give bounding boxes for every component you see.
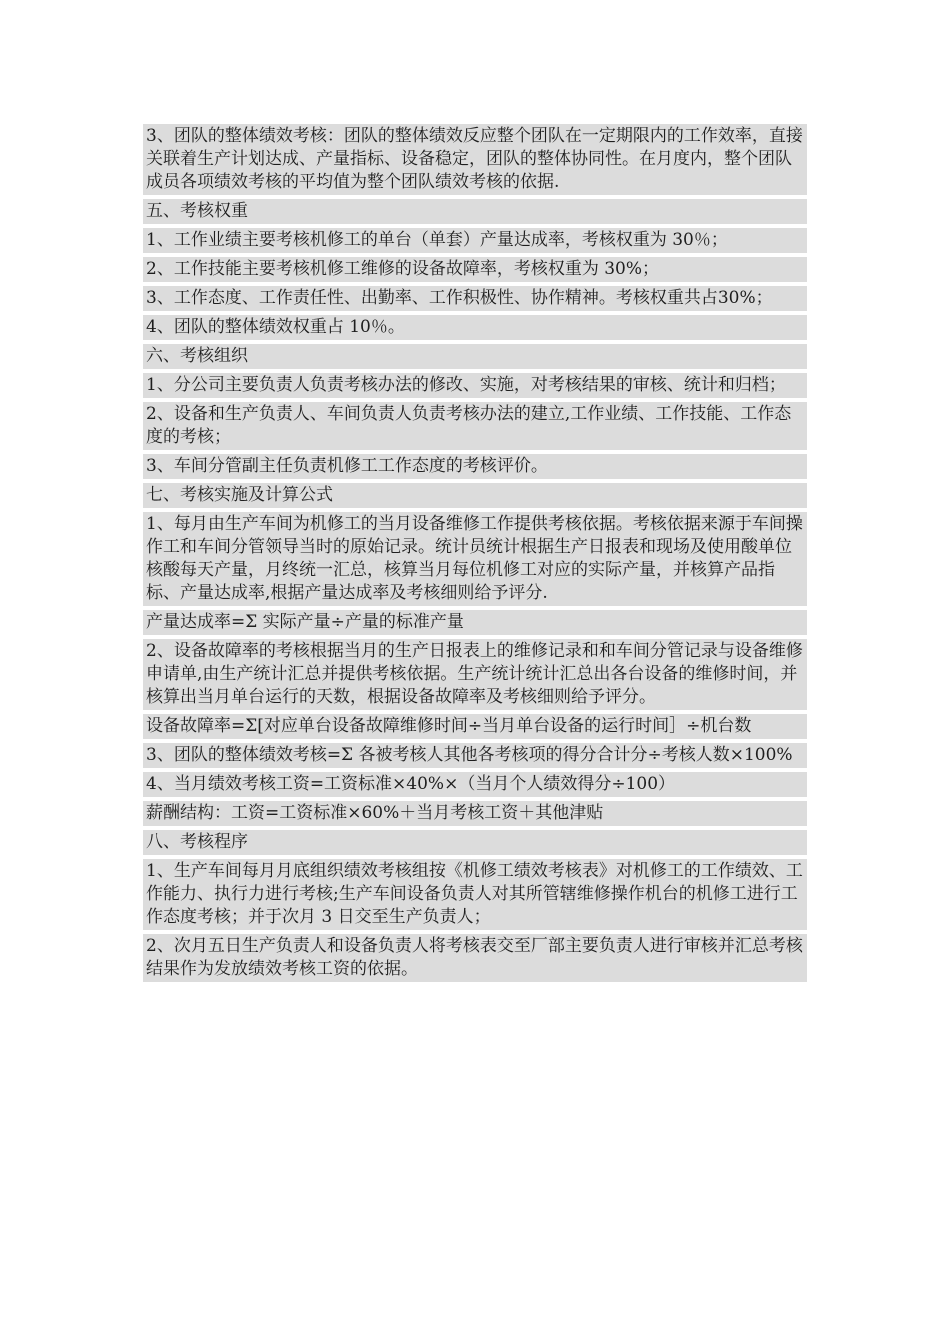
formula: 产量达成率=Σ 实际产量÷产量的标准产量 [143,610,807,635]
paragraph: 1、生产车间每月月底组织绩效考核组按《机修工绩效考核表》对机修工的工作绩效、工作能力、执行力进行考核;生产车间设备负责人对其所管辖维修操作机台的机修工进行工作态度考核；并于次月 3 日交至生产负责人； [143,859,807,930]
paragraph: 2、次月五日生产负责人和设备负责人将考核表交至厂部主要负责人进行审核并汇总考核结果作为发放绩效考核工资的依据。 [143,934,807,982]
section-heading: 八、考核程序 [143,830,807,855]
paragraph: 3、车间分管副主任负责机修工工作态度的考核评价。 [143,454,807,479]
paragraph: 1、每月由生产车间为机修工的当月设备维修工作提供考核依据。考核依据来源于车间操作工和车间分管领导当时的原始记录。统计员统计根据生产日报表和现场及使用酸单位核酸每天产量，月终统一汇总，核算当月每位机修工对应的实际产量，并核算产品指标、产量达成率,根据产量达成率及考核细则给予评分. [143,512,807,606]
formula: 4、当月绩效考核工资=工资标准×40%×（当月个人绩效得分÷100） [143,772,807,797]
section-heading: 五、考核权重 [143,199,807,224]
section-heading: 七、考核实施及计算公式 [143,483,807,508]
formula: 3、团队的整体绩效考核=Σ 各被考核人其他各考核项的得分合计分÷考核人数×100% [143,743,807,768]
paragraph: 2、设备和生产负责人、车间负责人负责考核办法的建立,工作业绩、工作技能、工作态度的考核； [143,402,807,450]
formula: 设备故障率=Σ[对应单台设备故障维修时间÷当月单台设备的运行时间］÷机台数 [143,714,807,739]
formula: 薪酬结构：工资=工资标准×60%＋当月考核工资＋其他津贴 [143,801,807,826]
paragraph: 2、工作技能主要考核机修工维修的设备故障率，考核权重为 30%； [143,257,807,282]
paragraph: 3、工作态度、工作责任性、出勤率、工作积极性、协作精神。考核权重共占30%； [143,286,807,311]
paragraph: 1、分公司主要负责人负责考核办法的修改、实施，对考核结果的审核、统计和归档； [143,373,807,398]
paragraph: 1、工作业绩主要考核机修工的单台（单套）产量达成率，考核权重为 30％； [143,228,807,253]
document-body [143,124,807,986]
section-heading: 六、考核组织 [143,344,807,369]
paragraph: 4、团队的整体绩效权重占 10％。 [143,315,807,340]
paragraph: 3、团队的整体绩效考核：团队的整体绩效反应整个团队在一定期限内的工作效率，直接关联着生产计划达成、产量指标、设备稳定，团队的整体协同性。在月度内，整个团队成员各项绩效考核的平均值为整个团队绩效考核的依据. [143,124,807,195]
paragraph: 2、设备故障率的考核根据当月的生产日报表上的维修记录和和车间分管记录与设备维修申请单,由生产统计汇总并提供考核依据。生产统计统计汇总出各台设备的维修时间，并核算出当月单台运行的天数，根据设备故障率及考核细则给予评分。 [143,639,807,710]
